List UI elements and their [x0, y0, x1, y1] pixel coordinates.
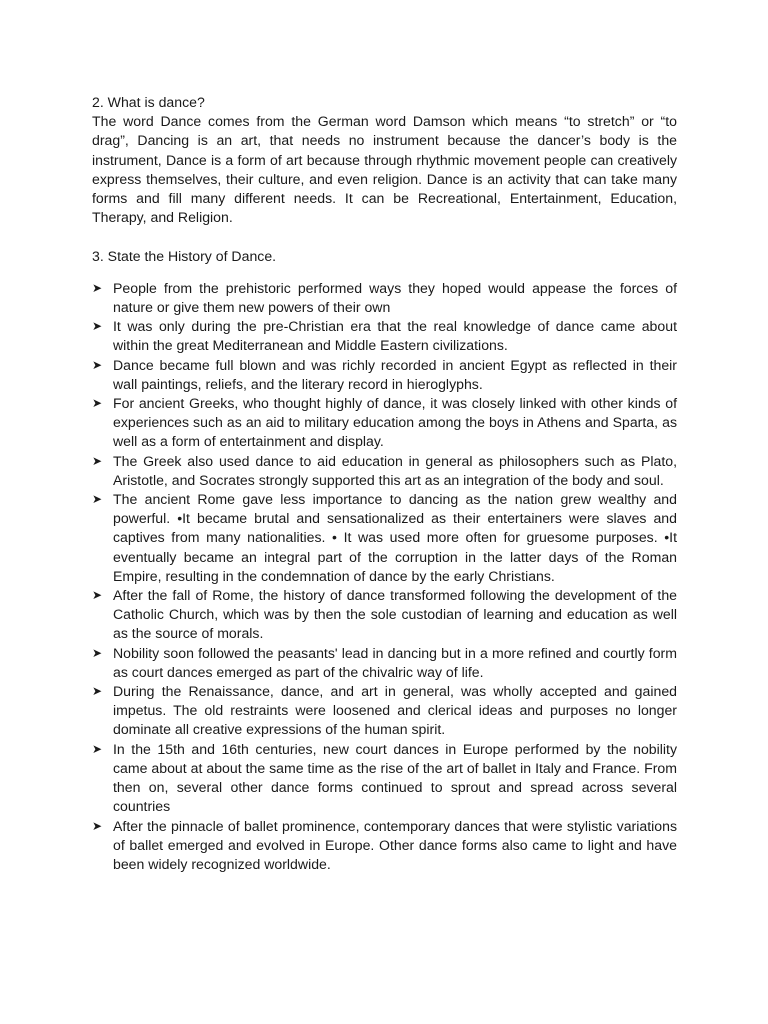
- arrow-bullet-icon: ➤: [92, 492, 103, 507]
- history-item-text: The Greek also used dance to aid education in general as philosophers such as Plato, Aristotle, and Socrates strongly supported this art as an integration of the body and soul.: [113, 452, 677, 488]
- arrow-bullet-icon: ➤: [92, 319, 103, 334]
- history-bullet-list: [92, 279, 677, 874]
- arrow-bullet-icon: ➤: [92, 396, 103, 411]
- arrow-bullet-icon: ➤: [92, 453, 103, 468]
- history-item-text: After the pinnacle of ballet prominence, contemporary dances that were stylistic variations of ballet emerged and evolved in Europe. Other dance forms also came to light and have been widely recognized worldwide.: [113, 817, 677, 872]
- history-item-text: People from the prehistoric performed ways they hoped would appease the forces of nature or give them new powers of their own: [113, 279, 677, 316]
- question-3-heading: 3. State the History of Dance.: [92, 247, 277, 264]
- arrow-bullet-icon: ➤: [92, 684, 103, 699]
- history-item-text: After the fall of Rome, the history of dance transformed following the development of the Catholic Church, which was by then the sole custodian of learning and education as well as the source of morals.: [113, 587, 677, 642]
- arrow-bullet-icon: ➤: [92, 741, 103, 756]
- question-2-heading: 2. What is dance?: [92, 94, 205, 110]
- history-list-item: [92, 817, 677, 875]
- history-list-item: [92, 740, 677, 817]
- history-list-item: [92, 490, 677, 586]
- history-item-text: During the Renaissance, dance, and art in general, was wholly accepted and gained impetus. The old restraints were loosened and clerical ideas and purposes no longer dominate all creative expressions of the human spirit.: [113, 683, 677, 738]
- question-2-answer: The word Dance comes from the German word Damson which means “to stretch” or “to drag”, Dancing is an art, that needs no instrument because the dancer’s body is the instrument, Dance is a form of art because through rhythmic movement people can creatively express themselves, their culture, and even religion. Dance is an activity that can take many forms and fill many different needs. It can be Recreational, Entertainment, Education, Therapy, and Religion.: [92, 113, 677, 226]
- history-list-item: [92, 356, 677, 394]
- history-list-item: [92, 452, 677, 490]
- history-item-text: Nobility soon followed the peasants' lead in dancing but in a more refined and courtly form as court dances emerged as part of the chivalric way of life.: [113, 644, 677, 680]
- history-item-text: Dance became full blown and was richly recorded in ancient Egypt as reflected in their wall paintings, reliefs, and the literary record in hieroglyphs.: [113, 356, 677, 392]
- arrow-bullet-icon: ➤: [92, 645, 103, 660]
- arrow-bullet-icon: ➤: [92, 818, 103, 833]
- history-list-item: [92, 279, 677, 317]
- history-list-item: [92, 586, 677, 644]
- arrow-bullet-icon: ➤: [92, 357, 103, 372]
- paragraph-spacer: [92, 227, 677, 246]
- arrow-bullet-icon: ➤: [92, 588, 103, 603]
- history-item-text: It was only during the pre-Christian era that the real knowledge of dance came about within the great Mediterranean and Middle Eastern civilizations.: [113, 318, 677, 354]
- history-item-text: The ancient Rome gave less importance to dancing as the nation grew wealthy and powerful. •It became brutal and sensationalized as their entertainers were slaves and captives from many nationalities. • It was used more often for gruesome purposes. •It eventually became an integral part of the corruption in the latter days of the Roman Empire, resulting in the condemnation of dance by the early Christians.: [113, 491, 677, 584]
- history-list-item: [92, 394, 677, 452]
- arrow-bullet-icon: ➤: [92, 280, 103, 295]
- history-item-text: In the 15th and 16th centuries, new court dances in Europe performed by the nobility came about at about the same time as the rise of the art of ballet in Italy and France. From then on, several other dance forms continued to sprout and spread across several countries: [113, 740, 677, 815]
- history-list-item: [92, 644, 677, 682]
- history-list-item: [92, 682, 677, 740]
- history-list-item: [92, 317, 677, 355]
- document-page: [92, 93, 677, 874]
- history-item-text: For ancient Greeks, who thought highly of dance, it was closely linked with other kinds of experiences such as an aid to military education among the boys in Athens and Sparta, as well as a form of entertainment and display.: [113, 395, 677, 450]
